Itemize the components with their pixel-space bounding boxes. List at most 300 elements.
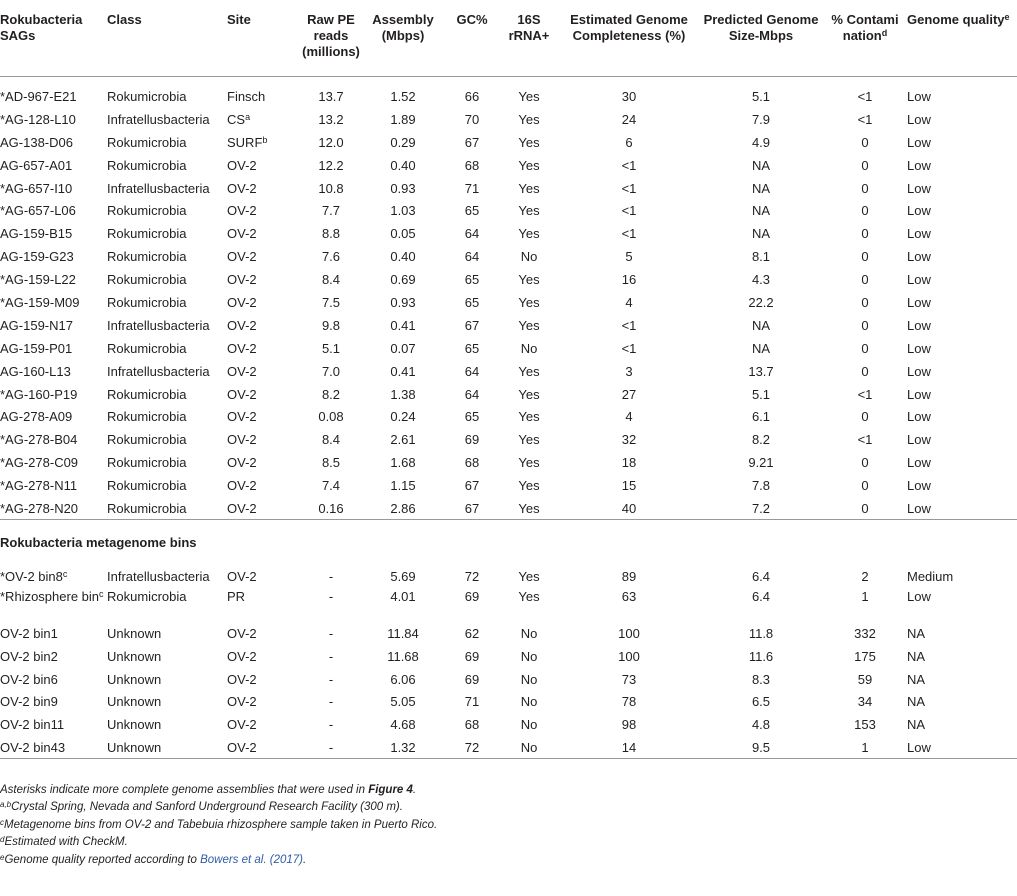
cell-completeness-text: 100 — [618, 648, 640, 664]
cell-sag-name — [0, 428, 107, 451]
cell-gc — [445, 153, 499, 176]
cell-completeness-text: 78 — [621, 694, 637, 710]
cell-assembly — [361, 85, 445, 108]
cell-quality — [907, 621, 1017, 644]
table-row — [0, 313, 1017, 336]
cell-raw-reads — [301, 176, 361, 199]
cell-class — [107, 291, 227, 314]
cell-completeness — [559, 690, 699, 713]
cell-contamination — [823, 153, 907, 176]
cell-quality — [907, 667, 1017, 690]
cell-assembly-text: 6.06 — [390, 671, 416, 687]
cell-class-text: Infratellusbacteria — [107, 180, 210, 196]
cell-16s — [499, 336, 559, 359]
cell-completeness — [559, 474, 699, 497]
cell-16s-text: Yes — [518, 157, 540, 173]
cell-16s — [499, 690, 559, 713]
cell-16s — [499, 313, 559, 336]
cell-class-text: Unknown — [107, 694, 162, 710]
cell-sag-name-text: AG-138-D06 — [0, 134, 73, 150]
cell-genome-size — [699, 382, 823, 405]
cell-quality-text: Low — [907, 226, 931, 242]
cell-sag-name-text: *AG-160-P19 — [0, 386, 78, 402]
cell-site — [227, 268, 301, 291]
cell-class-text: Rokumicrobia — [107, 478, 187, 494]
cell-assembly — [361, 245, 445, 268]
cell-completeness — [559, 382, 699, 405]
cell-class-text: Rokumicrobia — [107, 295, 187, 311]
cell-site — [227, 451, 301, 474]
cell-quality-text: Low — [907, 478, 931, 494]
cell-raw-reads — [301, 222, 361, 245]
cell-contamination-text: 34 — [857, 694, 873, 710]
cell-16s — [499, 85, 559, 108]
cell-sag-name — [0, 291, 107, 314]
cell-sag-name-text: *AG-159-M09 — [0, 295, 80, 311]
cell-assembly — [361, 153, 445, 176]
cell-genome-size-text: NA — [751, 226, 771, 242]
cell-raw-reads — [301, 199, 361, 222]
cell-site-text: OV-2 — [227, 568, 257, 584]
cell-site-text: OV-2 — [227, 317, 257, 333]
footnote-5-sup: e — [0, 852, 5, 862]
cell-quality — [907, 85, 1017, 108]
cell-gc-text: 65 — [464, 340, 480, 356]
table-row — [0, 245, 1017, 268]
cell-class-text: Rokumicrobia — [107, 157, 187, 173]
table-row — [0, 85, 1017, 108]
cell-quality-text: Low — [907, 111, 931, 127]
cell-gc-text: 69 — [464, 589, 480, 605]
table-row — [0, 222, 1017, 245]
cell-16s-text: Yes — [518, 180, 540, 196]
cell-assembly — [361, 382, 445, 405]
cell-gc-text: 64 — [464, 363, 480, 379]
cell-16s — [499, 176, 559, 199]
cell-raw-reads — [301, 474, 361, 497]
cell-genome-size — [699, 587, 823, 621]
table-row — [0, 644, 1017, 667]
cell-site — [227, 474, 301, 497]
cell-class-text: Unknown — [107, 648, 162, 664]
cell-genome-size-text: 8.3 — [751, 671, 771, 687]
bins-section — [0, 519, 1017, 564]
cell-class — [107, 359, 227, 382]
cell-completeness — [559, 736, 699, 759]
cell-contamination — [823, 736, 907, 759]
cell-genome-size-text: NA — [751, 340, 771, 356]
cell-site — [227, 405, 301, 428]
cell-class-text: Infratellusbacteria — [107, 111, 210, 127]
cell-site — [227, 130, 301, 153]
cell-assembly-text: 2.61 — [390, 432, 416, 448]
cell-completeness — [559, 245, 699, 268]
cell-raw-reads — [301, 382, 361, 405]
cell-16s-text: No — [520, 717, 538, 733]
cell-sag-name — [0, 222, 107, 245]
cell-completeness-text: 27 — [621, 386, 637, 402]
cell-completeness-text: 4 — [625, 409, 633, 425]
cell-contamination-text: 0 — [861, 203, 869, 219]
cell-sag-name — [0, 497, 107, 520]
cell-quality-text: Low — [907, 501, 931, 517]
cell-genome-size — [699, 359, 823, 382]
cell-genome-size-text: 6.4 — [751, 589, 771, 605]
cell-assembly — [361, 107, 445, 130]
cell-class — [107, 451, 227, 474]
cell-raw-reads — [301, 451, 361, 474]
cell-sag-name — [0, 245, 107, 268]
cell-genome-size — [699, 222, 823, 245]
cell-quality-text: Low — [907, 157, 931, 173]
cell-16s — [499, 199, 559, 222]
cell-gc-text: 64 — [464, 226, 480, 242]
cell-sag-name-text: *AG-657-L06 — [0, 203, 76, 219]
table-row — [0, 690, 1017, 713]
cell-genome-size-text: 8.2 — [751, 432, 771, 448]
cell-genome-size-text: 7.8 — [751, 478, 771, 494]
cell-genome-size-text: 11.8 — [748, 625, 774, 641]
cell-completeness-text: 63 — [621, 589, 637, 605]
cell-raw-reads-text: 8.4 — [321, 432, 341, 448]
cell-contamination-text: <1 — [857, 386, 873, 402]
cell-sag-name-text: *AG-278-B04 — [0, 432, 78, 448]
cell-quality-text: Low — [907, 740, 931, 756]
cell-class — [107, 222, 227, 245]
cell-class — [107, 107, 227, 130]
cell-genome-size-text: 7.9 — [751, 111, 771, 127]
cell-genome-size-text: 6.4 — [751, 568, 771, 584]
cell-quality — [907, 130, 1017, 153]
cell-16s — [499, 621, 559, 644]
cell-raw-reads-text: 8.5 — [321, 455, 341, 471]
cell-gc-text: 69 — [464, 671, 480, 687]
cell-class-text: Rokumicrobia — [107, 501, 187, 517]
cell-assembly-text: 1.89 — [390, 111, 416, 127]
cell-assembly-text: 4.68 — [390, 717, 416, 733]
cell-sag-name-text: *AG-278-C09 — [0, 455, 79, 471]
cell-site-text: OV-2 — [227, 478, 257, 494]
cell-class — [107, 428, 227, 451]
cell-completeness-text: <1 — [621, 157, 637, 173]
bin-rows — [0, 564, 1017, 758]
cell-assembly-text: 1.52 — [390, 89, 416, 104]
cell-raw-reads-text: - — [328, 625, 334, 641]
cell-assembly-text: 1.38 — [390, 386, 416, 402]
cell-raw-reads — [301, 336, 361, 359]
cell-quality-text: Low — [907, 295, 931, 311]
cell-16s — [499, 359, 559, 382]
table-row — [0, 713, 1017, 736]
cell-quality — [907, 199, 1017, 222]
cell-sag-name-text: AG-159-G23 — [0, 249, 74, 265]
cell-raw-reads — [301, 313, 361, 336]
cell-sag-name-text: *AG-278-N20 — [0, 501, 79, 517]
cell-site-text: OV-2 — [227, 295, 257, 311]
footnote-e — [0, 852, 1017, 869]
cell-contamination-text: 1 — [861, 740, 869, 756]
cell-gc-text: 62 — [464, 625, 480, 641]
cell-raw-reads — [301, 736, 361, 759]
header-contamination — [823, 0, 907, 76]
cell-class-text: Rokumicrobia — [107, 432, 187, 448]
cell-gc — [445, 336, 499, 359]
citation-link[interactable]: Bowers et al. (2017) — [200, 853, 303, 866]
cell-raw-reads — [301, 107, 361, 130]
cell-16s — [499, 153, 559, 176]
cell-16s — [499, 245, 559, 268]
table-row — [0, 268, 1017, 291]
cell-gc-text: 68 — [464, 157, 480, 173]
cell-site — [227, 621, 301, 644]
cell-sag-name-text: *AG-278-N11 — [0, 478, 78, 494]
cell-quality-text: Medium — [907, 568, 954, 584]
table-row — [0, 382, 1017, 405]
header-gc: GC% — [445, 0, 499, 76]
cell-class-text: Rokumicrobia — [107, 455, 187, 471]
cell-genome-size-text: 9.21 — [748, 455, 774, 471]
cell-contamination-text: 0 — [861, 409, 869, 425]
cell-genome-size — [699, 474, 823, 497]
cell-16s — [499, 736, 559, 759]
cell-16s-text: Yes — [518, 386, 540, 402]
cell-gc-text: 64 — [464, 249, 480, 265]
cell-class — [107, 405, 227, 428]
cell-quality-text: Low — [907, 180, 931, 196]
cell-bin-name-text: OV-2 bin9 — [0, 694, 58, 710]
cell-assembly — [361, 268, 445, 291]
header-completeness: Estimated Genome Completeness (%) — [559, 0, 699, 76]
cell-raw-reads-text: - — [328, 694, 334, 710]
cell-class-text: Unknown — [107, 625, 162, 641]
cell-gc-text: 72 — [464, 740, 480, 756]
cell-sag-name — [0, 130, 107, 153]
cell-quality — [907, 107, 1017, 130]
cell-16s-text: Yes — [518, 134, 540, 150]
cell-class — [107, 382, 227, 405]
cell-bin-name-text: *OV-2 bin8 — [0, 568, 63, 584]
table-row — [0, 564, 1017, 587]
cell-contamination-text: 0 — [861, 478, 869, 494]
cell-16s-text: Yes — [518, 89, 540, 104]
cell-gc — [445, 564, 499, 587]
table-row — [0, 405, 1017, 428]
cell-contamination — [823, 130, 907, 153]
cell-class-text: Infratellusbacteria — [107, 363, 210, 379]
cell-quality-text: NA — [907, 648, 926, 664]
table-row — [0, 359, 1017, 382]
cell-class-text: Rokumicrobia — [107, 249, 187, 265]
cell-class — [107, 690, 227, 713]
cell-quality — [907, 451, 1017, 474]
cell-genome-size — [699, 690, 823, 713]
cell-16s-text: Yes — [518, 317, 540, 333]
cell-assembly — [361, 336, 445, 359]
cell-site-text: OV-2 — [227, 409, 257, 425]
cell-raw-reads-text: 7.5 — [321, 295, 341, 311]
cell-genome-size — [699, 713, 823, 736]
cell-assembly-text: 5.69 — [390, 568, 416, 584]
cell-contamination-text: 0 — [861, 134, 869, 150]
cell-assembly-text: 4.01 — [390, 589, 416, 605]
cell-site-text: OV-2 — [227, 363, 257, 379]
cell-gc — [445, 130, 499, 153]
cell-contamination-text: 0 — [861, 157, 869, 173]
cell-class-text: Unknown — [107, 671, 162, 687]
cell-genome-size-text: 22.2 — [748, 295, 774, 311]
cell-genome-size-text: 11.6 — [748, 648, 774, 664]
cell-gc — [445, 382, 499, 405]
cell-bin-name-sup: c — [99, 589, 104, 600]
header-assembly: Assembly (Mbps) — [361, 0, 445, 76]
cell-assembly-text: 0.07 — [390, 340, 416, 356]
cell-completeness — [559, 713, 699, 736]
cell-class — [107, 644, 227, 667]
cell-class — [107, 474, 227, 497]
cell-contamination-text: 0 — [861, 501, 869, 517]
cell-gc — [445, 451, 499, 474]
cell-genome-size — [699, 107, 823, 130]
cell-completeness — [559, 85, 699, 108]
cell-quality-text: Low — [907, 249, 931, 265]
cell-16s-text: Yes — [518, 363, 540, 379]
cell-contamination-text: 0 — [861, 272, 869, 288]
cell-class — [107, 268, 227, 291]
footnotes — [0, 782, 1017, 869]
cell-sag-name — [0, 107, 107, 130]
cell-genome-size — [699, 497, 823, 520]
cell-quality-text: NA — [907, 717, 926, 733]
cell-genome-size — [699, 405, 823, 428]
cell-site-text: OV-2 — [227, 203, 257, 219]
cell-genome-size-text: 4.3 — [751, 272, 771, 288]
cell-contamination-text: 0 — [861, 295, 869, 311]
footnote-1-figure-ref: Figure 4 — [368, 784, 413, 796]
cell-completeness — [559, 199, 699, 222]
cell-class — [107, 336, 227, 359]
table-row — [0, 199, 1017, 222]
cell-genome-size — [699, 291, 823, 314]
cell-bin-name — [0, 621, 107, 644]
cell-genome-size-text: 4.9 — [751, 134, 771, 150]
cell-sag-name-text: *AD-967-E21 — [0, 89, 77, 104]
cell-16s-text: No — [520, 340, 538, 356]
cell-gc — [445, 621, 499, 644]
cell-contamination-text: 175 — [854, 648, 876, 664]
cell-contamination — [823, 690, 907, 713]
cell-16s — [499, 474, 559, 497]
cell-assembly — [361, 713, 445, 736]
cell-contamination-text: 0 — [861, 180, 869, 196]
cell-raw-reads-text: 8.8 — [321, 226, 341, 242]
cell-assembly-text: 0.93 — [390, 180, 416, 196]
cell-genome-size-text: NA — [751, 180, 771, 196]
cell-site-sup: b — [262, 134, 268, 145]
cell-contamination-text: <1 — [857, 111, 873, 127]
cell-gc-text: 71 — [464, 694, 480, 710]
cell-contamination — [823, 336, 907, 359]
cell-genome-size-text: 6.1 — [751, 409, 771, 425]
cell-gc — [445, 107, 499, 130]
footnote-3-text: Metagenome bins from OV-2 and Tabebuia rhizosphere sample taken in Puerto Rico. — [4, 818, 438, 831]
cell-completeness — [559, 313, 699, 336]
cell-class — [107, 564, 227, 587]
cell-quality-text: Low — [907, 589, 931, 605]
cell-genome-size — [699, 245, 823, 268]
cell-site — [227, 587, 301, 621]
cell-site — [227, 176, 301, 199]
cell-genome-size-text: 6.5 — [751, 694, 771, 710]
cell-completeness — [559, 587, 699, 621]
cell-16s-text: Yes — [518, 455, 540, 471]
cell-site — [227, 644, 301, 667]
cell-completeness-text: 24 — [621, 111, 637, 127]
cell-contamination — [823, 474, 907, 497]
cell-gc-text: 69 — [464, 432, 480, 448]
cell-genome-size — [699, 153, 823, 176]
cell-sag-name-text: AG-159-P01 — [0, 340, 73, 356]
cell-16s-text: No — [520, 625, 538, 641]
cell-completeness — [559, 153, 699, 176]
cell-assembly — [361, 451, 445, 474]
cell-bin-name-text: OV-2 bin6 — [0, 671, 58, 687]
cell-raw-reads — [301, 85, 361, 108]
cell-contamination — [823, 291, 907, 314]
cell-gc-text: 65 — [464, 409, 480, 425]
cell-site — [227, 736, 301, 759]
cell-assembly — [361, 736, 445, 759]
cell-16s-text: No — [520, 249, 538, 265]
cell-gc — [445, 405, 499, 428]
cell-site — [227, 690, 301, 713]
section-row — [0, 519, 1017, 564]
cell-contamination — [823, 497, 907, 520]
cell-contamination — [823, 107, 907, 130]
cell-assembly — [361, 587, 445, 621]
cell-class — [107, 176, 227, 199]
cell-genome-size-text: NA — [751, 317, 771, 333]
cell-quality-text: Low — [907, 340, 931, 356]
cell-assembly-text: 0.29 — [390, 134, 416, 150]
cell-gc-text: 68 — [464, 717, 480, 733]
cell-contamination — [823, 382, 907, 405]
cell-contamination-text: 0 — [861, 317, 869, 333]
cell-16s-text: Yes — [518, 409, 540, 425]
cell-assembly — [361, 428, 445, 451]
cell-sag-name-text: AG-159-B15 — [0, 226, 73, 242]
cell-completeness-text: <1 — [621, 203, 637, 219]
cell-site — [227, 222, 301, 245]
cell-quality — [907, 245, 1017, 268]
cell-assembly-text: 1.32 — [390, 740, 416, 756]
cell-completeness-text: 18 — [621, 455, 637, 471]
cell-quality — [907, 713, 1017, 736]
cell-contamination — [823, 405, 907, 428]
cell-raw-reads — [301, 291, 361, 314]
bins-section-title: Rokubacteria metagenome bins — [0, 519, 1017, 564]
cell-raw-reads-text: 7.7 — [321, 203, 341, 219]
cell-16s — [499, 405, 559, 428]
cell-site-text: SURF — [227, 134, 263, 150]
cell-raw-reads-text: 12.2 — [318, 157, 344, 173]
cell-class-text: Rokumicrobia — [107, 340, 187, 356]
header-genome-size: Predicted Genome Size-Mbps — [699, 0, 823, 76]
cell-class — [107, 153, 227, 176]
cell-16s-text: Yes — [518, 589, 540, 605]
cell-sag-name — [0, 176, 107, 199]
cell-completeness-text: <1 — [621, 180, 637, 196]
cell-raw-reads — [301, 497, 361, 520]
